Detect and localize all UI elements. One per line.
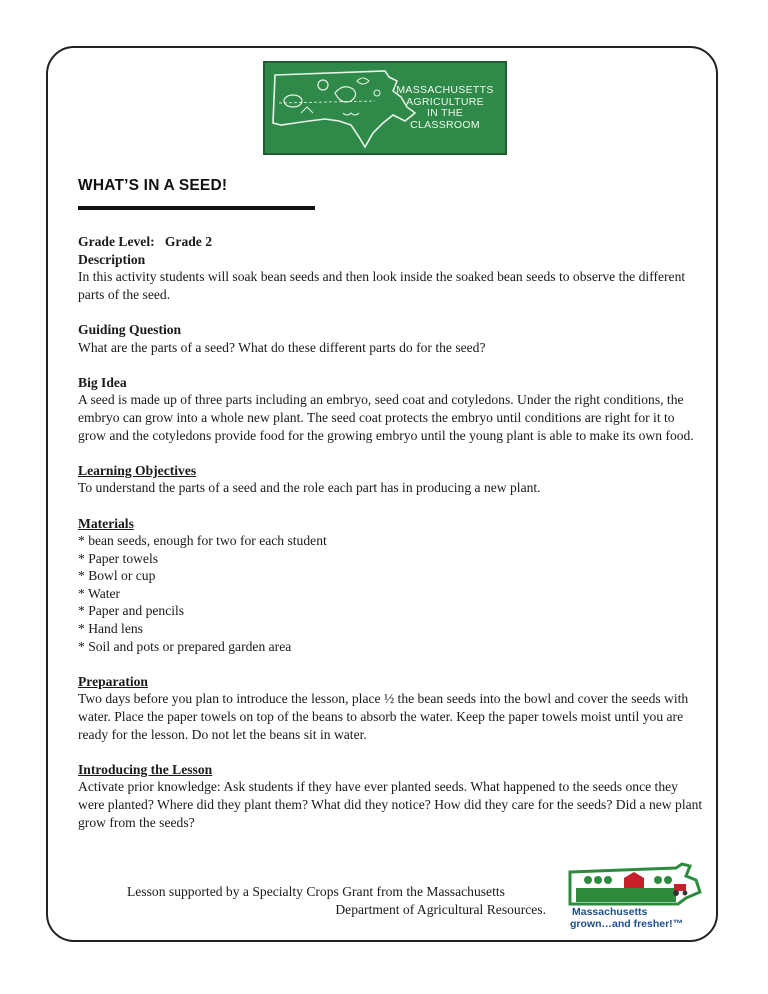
- list-item: * Hand lens: [78, 621, 143, 637]
- grade-level: [78, 233, 703, 251]
- grant-acknowledgement: [78, 883, 546, 918]
- logo-line: AGRICULTURE: [406, 95, 484, 108]
- list-item: * Paper and pencils: [78, 603, 185, 619]
- section-heading: Materials: [78, 515, 134, 531]
- introducing-section: [78, 761, 703, 831]
- list-item: * Soil and pots or prepared garden area: [78, 638, 292, 654]
- section-heading: Preparation: [78, 673, 148, 689]
- list-item: * bean seeds, enough for two for each student: [78, 533, 327, 549]
- section-heading: Introducing the Lesson: [78, 761, 213, 777]
- guiding-question-section: [78, 321, 703, 356]
- ag-in-classroom-logo: [263, 61, 507, 155]
- section-text: What are the parts of a seed? What do these different parts do for the seed?: [78, 339, 486, 355]
- title-underline: [78, 206, 315, 210]
- footer-line: Lesson supported by a Specialty Crops Grant from the Massachusetts: [127, 884, 505, 899]
- section-heading: Big Idea: [78, 374, 127, 390]
- section-text: Two days before you plan to introduce the lesson, place ½ the bean seeds into the bowl and cover the seeds with water. Place the paper towels on top of the beans to absorb the water. Keep the paper towels moist until you are ready for the lesson. Do not let the beans sit in water.: [78, 691, 689, 742]
- learning-objectives-section: [78, 462, 703, 497]
- section-text: To understand the parts of a seed and the role each part has in producing a new plant.: [78, 480, 541, 496]
- section-heading: Description: [78, 251, 146, 267]
- footer-line: Department of Agricultural Resources.: [335, 901, 546, 917]
- section-text: In this activity students will soak bean seeds and then look inside the soaked bean seeds to observe the different parts of the seed.: [78, 269, 686, 302]
- lesson-content: [78, 233, 703, 849]
- logo-line: IN THE CLASSROOM: [410, 107, 480, 131]
- mass-grown-logo: [566, 858, 704, 934]
- logo-caption: [395, 85, 495, 131]
- page-title: WHAT’S IN A SEED!: [78, 177, 228, 194]
- logo-brand: Massachusetts: [572, 906, 648, 918]
- preparation-section: [78, 673, 703, 743]
- logo-line: MASSACHUSETTS: [396, 84, 494, 96]
- list-item: * Bowl or cup: [78, 568, 156, 584]
- section-heading: Learning Objectives: [78, 462, 197, 478]
- grade-value: Grade 2: [164, 234, 213, 249]
- grade-label: Grade Level:: [78, 234, 155, 249]
- description-section: [78, 251, 703, 304]
- list-item: * Paper towels: [78, 550, 159, 566]
- big-idea-section: [78, 374, 703, 444]
- section-heading: Guiding Question: [78, 321, 182, 337]
- list-item: * Water: [78, 585, 121, 601]
- section-text: Activate prior knowledge: Ask students if they have ever planted seeds. What happened to the seeds once they were planted? Where did they plant them? What did they notice? How did they care for the seeds? Did a new plant grow from the seeds?: [78, 779, 703, 830]
- section-text: A seed is made up of three parts including an embryo, seed coat and cotyledons. Under the right conditions, the embryo can grow into a whole new plant. The seed coat protects the embryo until conditions are right for it to grow and the cotyledons provide food for the growing embryo until the young plant is able to make its own food.: [78, 392, 694, 443]
- logo-tagline: grown…and fresher!™: [570, 918, 684, 930]
- materials-section: [78, 515, 703, 656]
